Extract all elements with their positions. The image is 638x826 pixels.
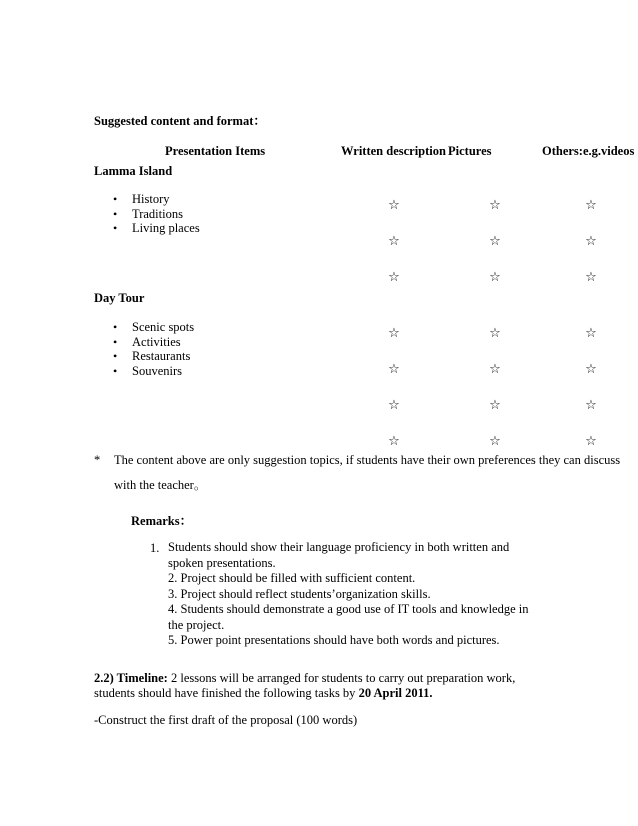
list-item: • History [113, 192, 200, 207]
star-icon: ☆ [489, 362, 501, 377]
list-item: • Scenic spots [113, 320, 194, 335]
timeline-date: 20 April 2011. [358, 686, 433, 700]
note-line: with the teacher。 [114, 478, 207, 492]
remarks-line: 2. Project should be filled with sufficient content. [168, 571, 416, 585]
note-marker: * [94, 453, 101, 467]
timeline-line [94, 671, 515, 686]
star-icon: ☆ [489, 434, 501, 449]
star-icon: ☆ [489, 198, 501, 213]
timeline-label: 2.2) Timeline: [94, 671, 168, 685]
star-icon: ☆ [585, 434, 597, 449]
star-icon: ☆ [388, 434, 400, 449]
star-icon: ☆ [388, 234, 400, 249]
star-icon: ☆ [585, 398, 597, 413]
column-header-others: Others:e.g.videos [542, 144, 635, 158]
timeline-text: 2 lessons will be arranged for students to carry out preparation work, [167, 671, 516, 685]
list-item: • Living places [113, 221, 200, 236]
star-icon: ☆ [388, 362, 400, 377]
section-title: Day Tour [94, 291, 145, 305]
list-item: • Traditions [113, 207, 200, 222]
remarks-title: Remarks： [131, 514, 193, 528]
lamma-island-items [113, 192, 200, 236]
star-icon: ☆ [585, 234, 597, 249]
remarks-line: the project. [168, 617, 225, 632]
star-icon: ☆ [489, 326, 501, 341]
section-heading: Suggested content and format： [94, 114, 266, 128]
star-icon: ☆ [388, 398, 400, 413]
star-icon: ☆ [388, 270, 400, 285]
star-icon: ☆ [585, 198, 597, 213]
remarks-line: 4. Students should demonstrate a good use of IT tools and knowledge in [168, 602, 529, 616]
star-icon: ☆ [585, 362, 597, 377]
remarks-line: Students should show their language proficiency in both written and [168, 540, 510, 554]
remarks-line: 3. Project should reflect students’organization skills. [168, 586, 431, 601]
section-title: Lamma Island [94, 164, 173, 178]
remarks-number: 1. [150, 541, 160, 555]
star-icon: ☆ [489, 234, 501, 249]
task-item: -Construct the first draft of the proposal (100 words) [94, 713, 358, 727]
column-header-pictures: Pictures [448, 144, 492, 158]
star-icon: ☆ [585, 270, 597, 285]
list-item: • Souvenirs [113, 364, 194, 379]
star-icon: ☆ [585, 326, 597, 341]
remarks-line: 5. Power point presentations should have both words and pictures. [168, 633, 500, 647]
day-tour-items [113, 320, 194, 378]
column-header-presentation-items: Presentation Items [165, 144, 266, 158]
remarks-line: spoken presentations. [168, 555, 276, 570]
list-item: • Activities [113, 335, 194, 350]
star-icon: ☆ [489, 270, 501, 285]
timeline-text: students should have finished the following tasks by [94, 686, 359, 700]
list-item: • Restaurants [113, 349, 194, 364]
star-icon: ☆ [388, 326, 400, 341]
note-line: The content above are only suggestion topics, if students have their own preferences they can discuss [114, 453, 621, 467]
star-icon: ☆ [489, 398, 501, 413]
timeline-line [94, 686, 433, 701]
column-header-written-description: Written description [341, 144, 446, 158]
star-icon: ☆ [388, 198, 400, 213]
